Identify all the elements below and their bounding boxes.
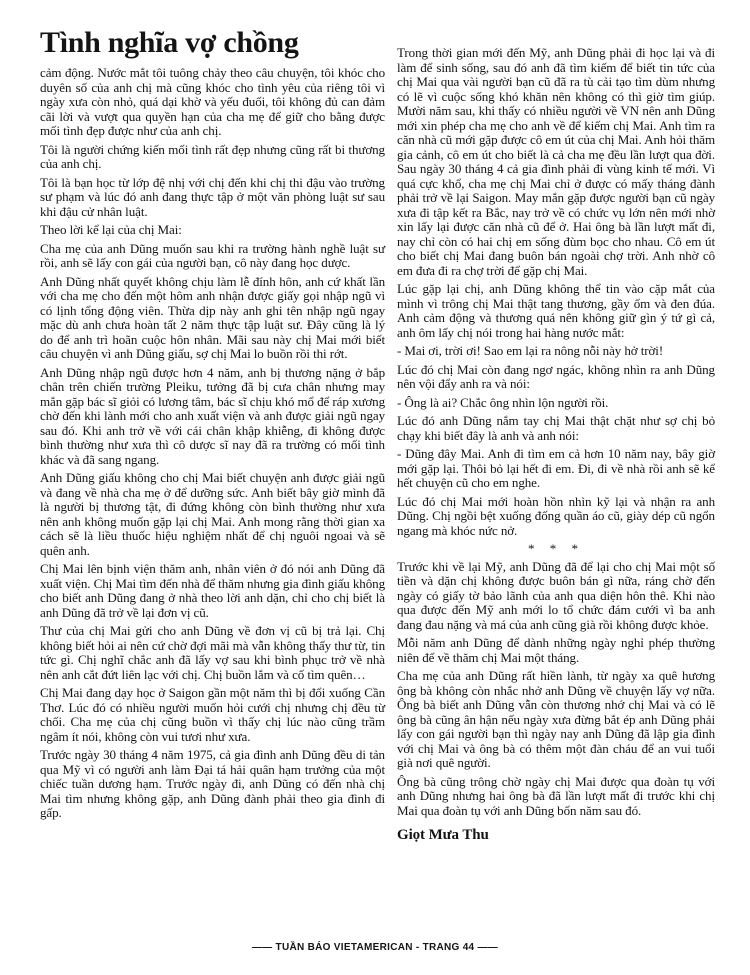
paragraph: Trước khi về lại Mỹ, anh Dũng đã để lại cho chị Mai một số tiền và dặn chị không được buôn bán gì nữa, ráng chờ đến ngày có giấy tờ bảo lãnh của anh qua diện hôn thê. Khi nào qua được đến Mỹ anh mới lo tổ chức đám cưới vì ba anh đang đau nặng và má của anh cũng già rồi không được khỏe. — [397, 558, 715, 632]
dialogue-line: - Ông là ai? Chắc ông nhìn lộn người rồi. — [397, 394, 609, 410]
dialogue-line: - Mai ơi, trời ơi! Sao em lại ra nông nỗi này hở trời! — [397, 343, 664, 358]
paragraph: cảm động. Nước mắt tôi tuông chảy theo câu chuyện, tôi khóc cho duyên số của anh chị mà cũng khóc cho tình yêu của riêng tôi vì ngày xưa còn nhỏ, quá dại khờ và yếu đuối, tôi không đủ can đảm cãi lời và vượt qua quyền hạn của cha mẹ để giữ cho bằng được mối tình đẹp được như của anh chị. — [40, 65, 385, 138]
paragraph: Anh Dũng nhất quyết không chịu làm lễ đính hôn, anh cứ khất lần với cha mẹ cho đến một hôm anh nhận được giấy gọi nhập ngũ vì có lịnh tổng động viên. Thừa dịp này anh ghi tên nhập ngũ ngay mặc dù anh chưa hoàn tất 2 năm thực tập luật sư. Đây cũng là lý do để anh trì hoãn cuộc hôn nhân. Mãi sau này chị Mai mới biết câu chuyện vì anh Dũng giấu, sợ chị Mai lo buồn rồi thi rớt. — [40, 273, 385, 361]
page-footer: —— TUẦN BÁO VIETAMERICAN - TRANG 44 —— — [251, 942, 499, 953]
paragraph: Trong thời gian mới đến Mỹ, anh Dũng phải đi học lại và đi làm để sinh sống, sau đó anh đã tìm kiếm để biết tin tức của chị Mai qua vài người bạn cũ đã ra tù cải tạo tìm dùm nhưng có lẽ vì cuộc sống khó khăn nên không có thì giờ tìm giúp. Mười năm sau, khi thấy có nhiều người về VN nên anh Dũng mới xin phép cha mẹ cho anh về để kiếm chị Mai. Anh tìm ra căn nhà cũ mới gặp được cô em út của chị Mai. Anh hỏi thăm gia cảnh, cô em út cho biết là cả cha mẹ đều lần lượt qua đời. Sau ngày 30 tháng 4 cả gia đình phải đi vùng kinh tế mới. Vì quá cực khổ, cha mẹ chị Mai chỉ ở được có mấy tháng đành phải trở về lại Saigon. May mắn gặp được người bạn cũ ngày xưa đi tập kết ra Bắc, nay trở về có chức vụ lớn nên mới nhờ xin lấy lại được căn nhà cũ để ở. Hai ông bà lần lượt mất đi, nay chỉ còn có hai chị em sống đùm bọc cho nhau. Cô em út cho biết chị Mai đang buôn bán ngoài chợ trời. Anh nhờ cô em đưa đi ra chợ trời để gặp chị Mai. — [397, 45, 715, 278]
paragraph: Thư của chị Mai gửi cho anh Dũng về đơn vị cũ bị trả lại. Chị không biết hỏi ai nên cứ chờ đợi mãi mà vẫn không thấy thư từ, tin tức gì. Chị nghĩ chắc anh đã lấy vợ sau khi bình phục trở về nhà nên anh cắt đứt liên lạc với chị. Chị buồn lắm và cố tìm quên… — [40, 623, 385, 682]
paragraph: Cha mẹ của anh Dũng muốn sau khi ra trường hành nghề luật sư rồi, anh sẽ lấy con gái của người bạn, cô này đang học dược. — [40, 240, 385, 270]
paragraph: Lúc đó anh Dũng nắm tay chị Mai thật chặt như sợ chị bỏ chạy khi biết đây là anh và anh nói: — [397, 413, 715, 443]
paragraph: Lúc đó chị Mai mới hoàn hồn nhìn kỹ lại và nhận ra anh Dũng. Chị ngồi bệt xuống đống quần áo cũ, giày dép cũ ngổn ngang mà khóc nức nở. — [397, 493, 715, 538]
paragraph: Tôi là người chứng kiến mối tình rất đẹp nhưng cũng rất bi thương của anh chị. — [40, 141, 385, 171]
author-signature: Giọt Mưa Thu — [397, 827, 489, 843]
paragraph: Lúc đó chị Mai còn đang ngơ ngác, không nhìn ra anh Dũng nên vội đẩy anh ra và nói: — [397, 361, 715, 391]
dialogue-line: - Dũng đây Mai. Anh đi tìm em cả hơn 10 năm nay, bây giờ mới gặp lại. Thôi bỏ lại hết đi em. Đi, đi về nhà rồi anh sẽ kể hết chuyện cũ cho em nghe. — [397, 446, 715, 490]
paragraph: Lúc gặp lại chị, anh Dũng không thể tin vào cặp mắt của mình vì trông chị Mai thật tang thương, gầy ốm và đen đúa. Anh cảm động và thương quá nên không giữ gìn ý tứ gì cả, anh ôm lấy chị nói trong hai hàng nước mắt: — [397, 281, 715, 340]
paragraph: Chị Mai đang dạy học ở Saigon gần một năm thì bị đổi xuống Cần Thơ. Lúc đó có nhiều người muốn hỏi cưới chị nhưng chị đều từ chối. Cha mẹ của chị cũng buồn vì thấy chị lúc nào cũng trầm ngâm ít nói, không còn vui tươi như xưa. — [40, 685, 385, 744]
left-column — [40, 66, 385, 825]
paragraph: Tôi là bạn học từ lớp đệ nhị với chị đến khi chị thi đậu vào trường sư phạm và lúc đó anh đang thực tập ở một văn phòng luật sư sau khi đậu cử nhân luật. — [40, 174, 385, 219]
paragraph: Anh Dũng giấu không cho chị Mai biết chuyện anh được giải ngũ và đang về nhà cha mẹ ở để dưỡng sức. Anh biết bây giờ mình đã là người bị thương tật, đi đứng không còn bình thường như xưa nên anh không muốn gặp lại chị Mai. Anh mong rằng thời gian xa cách sẽ là liều thuốc hiệu nghiệm nhất để chị nguôi ngoai và sẽ quên anh. — [40, 470, 385, 558]
paragraph: Trước ngày 30 tháng 4 năm 1975, cả gia đình anh Dũng đều di tản qua Mỹ vì có người anh làm Đại tá hải quân hạm trưởng của một chiếc tuần dương hạm. Trước ngày đi, anh Dũng có đến nhà chị Mai tìm nhưng không gặp, anh Dũng đành phải theo gia đình đi gấp. — [40, 747, 385, 820]
paragraph: Anh Dũng nhập ngũ được hơn 4 năm, anh bị thương nặng ở bắp chân trên chiến trường Pleiku, tưởng đã bị cưa chân nhưng may mắn gặp bác sĩ giỏi có lương tâm, bác sĩ chịu khó mổ để ráp xương chờ đến khi lành mới cho anh xuất viện và anh được giải ngũ ngay sau đó. Khi anh trở về với cái chân khập khiễng, đi không được bình thường như xưa thì cô dược sĩ nay đã ra trường có mối tình khác và đã sang ngang. — [40, 364, 385, 467]
section-separator: * * * — [527, 541, 585, 556]
paragraph: Cha mẹ của anh Dũng rất hiền lành, từ ngày xa quê hương ông bà không còn nhắc nhở anh Dũng về chuyện lấy vợ nữa. Ông bà biết anh Dũng vẫn còn thương nhớ chị Mai và có lẽ ông bà cũng ân hận nếu ngày xưa đừng bắt ép anh Dũng phải lấy con gái người bạn thì ngày nay anh Dũng đã lập gia đình với chị Mai và ông bà có thêm một đàn cháu để an vui tuổi già nơi quê người. — [397, 668, 715, 770]
paragraph: Mỗi năm anh Dũng để dành những ngày nghỉ phép thường niên để về thăm chị Mai một tháng. — [397, 635, 715, 665]
right-column — [397, 46, 715, 847]
paragraph: Ông bà cũng trông chờ ngày chị Mai được qua đoàn tụ với anh Dũng nhưng hai ông bà đã lần lượt mất đi trước khi chị Mai qua đoàn tụ với anh Dũng bốn năm sau đó. — [397, 773, 715, 818]
paragraph: Chị Mai lên bịnh viện thăm anh, nhân viên ở đó nói anh Dũng đã xuất viện. Chị Mai tìm đến nhà để thăm nhưng gia đình giấu không cho biết anh Dũng đang ở nhà theo lời anh dặn, chỉ cho chị biết là anh Dũng đã trở về lại đơn vị cũ. — [40, 561, 385, 620]
paragraph: Theo lời kể lại của chị Mai: — [40, 222, 182, 237]
article-title: Tình nghĩa vợ chồng — [40, 26, 299, 59]
